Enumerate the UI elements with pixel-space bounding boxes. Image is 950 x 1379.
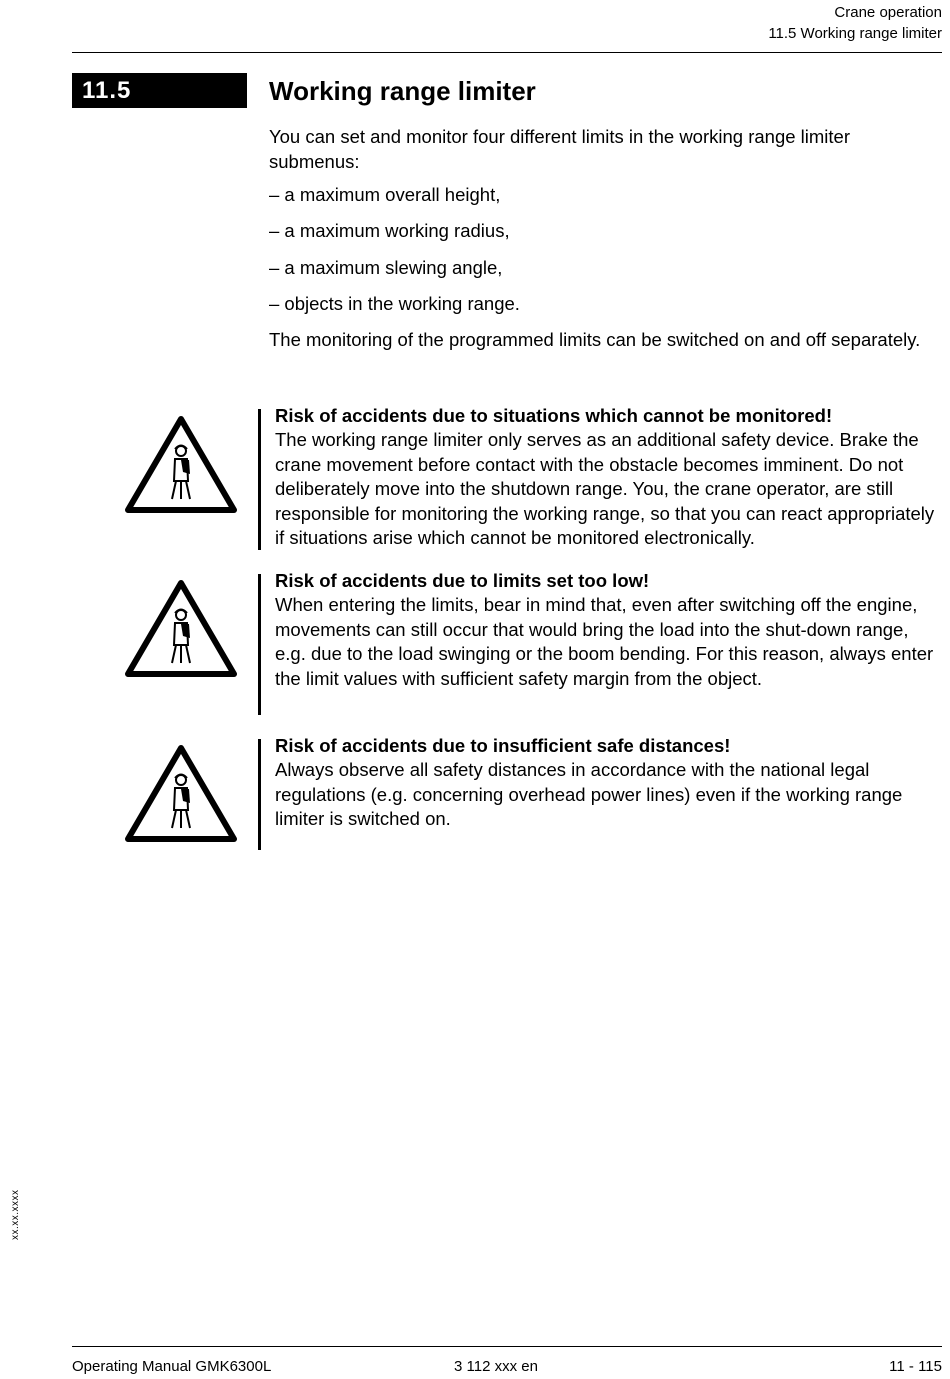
list-item: – a maximum working radius, <box>269 220 510 241</box>
section-title: Working range limiter <box>269 76 536 106</box>
warning-body: The working range limiter only serves as an additional safety device. Brake the crane movement before contact with the obstacle becomes imminent. Do not deliberately move into the shutdown range. You, the crane operator, are still responsible for monitoring the working range, so that you can react appropriately if situations arise which cannot be monitored electronically. <box>275 429 935 549</box>
warning-bar <box>258 739 261 850</box>
running-header <box>768 2 942 44</box>
header-divider <box>72 52 942 53</box>
outro-paragraph: The monitoring of the programmed limits can be switched on and off separately. <box>269 329 921 350</box>
warning-title: Risk of accidents due to insufficient safe distances! <box>275 735 731 756</box>
footer-page-number: 11 - 115 <box>889 1358 942 1375</box>
warning-triangle-person-icon <box>124 578 238 678</box>
warning-body: When entering the limits, bear in mind that, even after switching off the engine, movements can still occur that would bring the load into the shut-down range, e.g. due to the load swinging or the boom bending. For this reason, always enter the limit values with sufficient safety margin from the object. <box>275 594 934 689</box>
footer-manual: Operating Manual GMK6300L <box>72 1358 272 1375</box>
warning-title: Risk of accidents due to limits set too low! <box>275 570 650 591</box>
footer-divider <box>72 1346 942 1347</box>
warning-block <box>275 404 943 550</box>
warning-block <box>275 569 943 691</box>
section-number-box: 11.5 <box>72 73 247 108</box>
warning-bar <box>258 409 261 550</box>
footer-doc-number: 3 112 xxx en <box>454 1358 538 1375</box>
list-item: – a maximum overall height, <box>269 184 501 205</box>
list-item: – a maximum slewing angle, <box>269 257 503 278</box>
header-chapter: Crane operation <box>834 4 942 21</box>
header-section: 11.5 Working range limiter <box>768 25 942 42</box>
intro-paragraph: You can set and monitor four different limits in the working range limiter submenus: <box>269 126 850 172</box>
warning-body: Always observe all safety distances in accordance with the national legal regulations (e.g. concerning overhead power lines) even if the working range limiter is switched on. <box>275 759 903 830</box>
warning-title: Risk of accidents due to situations which cannot be monitored! <box>275 405 833 426</box>
side-code: xx.xx.xxxx <box>10 1189 21 1240</box>
list-item: – objects in the working range. <box>269 293 520 314</box>
warning-block <box>275 734 943 832</box>
warning-triangle-person-icon <box>124 414 238 514</box>
warning-bar <box>258 574 261 715</box>
warning-triangle-person-icon <box>124 743 238 843</box>
